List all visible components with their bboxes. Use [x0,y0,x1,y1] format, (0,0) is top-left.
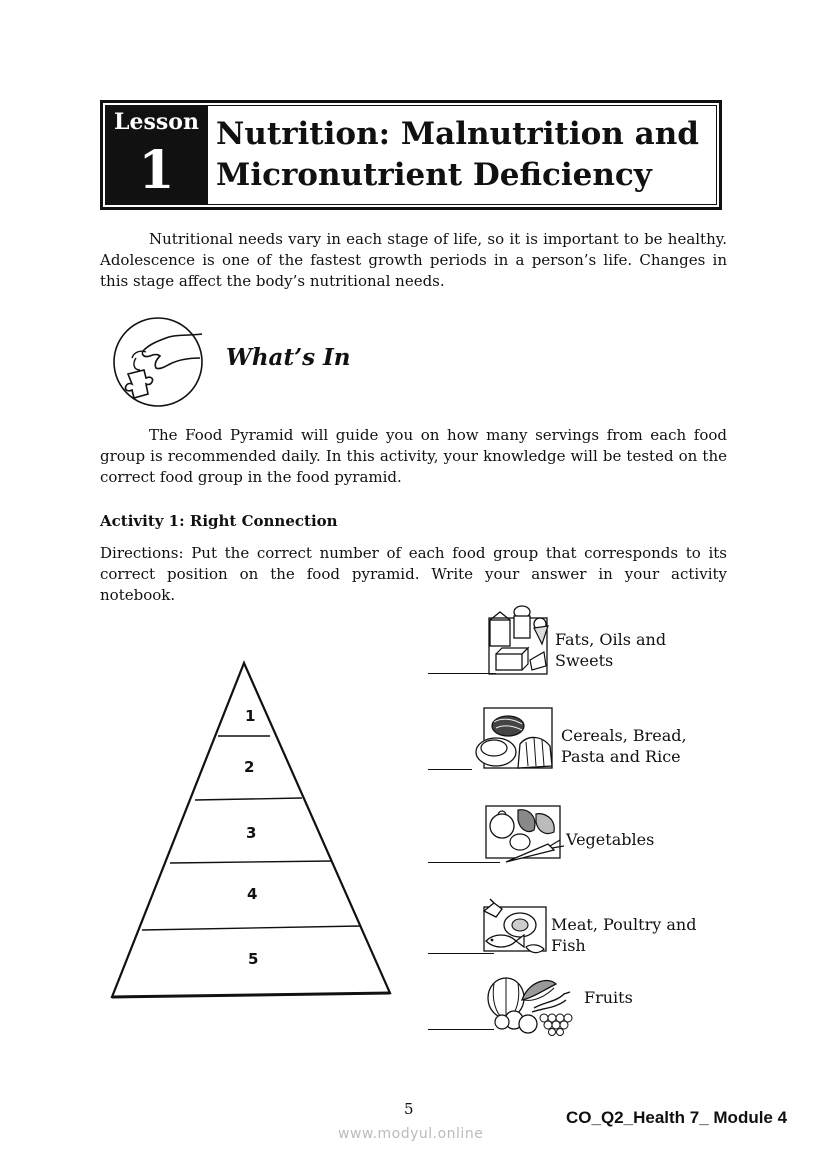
food-group-line: Fruits [584,988,633,1007]
food-group-line: Sweets [555,651,614,670]
food-group-label [555,629,666,671]
intro-paragraph: Nutritional needs vary in each stage of life, so it is important to be healthy. Adolescence is one of the fastest growth periods in a person’s life. Changes in this stage affect the body’s nutritional needs. [100,230,727,290]
pyramid-level-label: 2 [244,758,255,776]
lesson-title-line2: Micronutrient Deficiency [216,157,652,193]
cereals-bread-icon [472,706,556,772]
pyramid-level-label: 1 [245,707,256,725]
lesson-title-line1: Nutrition: Malnutrition and [216,116,699,152]
watermark: www.modyul.online [338,1126,484,1142]
activity-title: Activity 1: Right Connection [100,512,338,530]
lesson-label: Lesson [114,109,199,135]
food-group-line: Cereals, Bread, [561,726,687,745]
puzzle-hand-icon [110,314,210,410]
food-group-label [584,987,633,1008]
lesson-title [216,114,716,196]
lesson-number: 1 [138,140,175,201]
food-group-line: Meat, Poultry and [551,915,697,934]
answer-blank[interactable] [428,769,472,770]
food-group-label [551,914,696,956]
pyramid-base [112,993,390,997]
food-group-line: Fats, Oils and [555,630,667,649]
food-group-label [561,725,687,767]
fats-oils-sweets-icon [486,604,552,676]
food-group-line: Pasta and Rice [561,747,681,766]
vegetables-icon [484,804,568,864]
pyramid-divider [170,861,332,863]
section-paragraph: The Food Pyramid will guide you on how many servings from each food group is recommended daily. In this activity, your knowledge will be tested on the correct food group in the food pyramid. [100,426,727,486]
pyramid-divider [142,926,360,930]
fruits-icon [484,972,580,1036]
module-code: CO_Q2_Health 7_ Module 4 [566,1108,788,1127]
meat-poultry-fish-icon [480,895,550,959]
pyramid-divider [195,798,302,800]
page-number: 5 [404,1100,414,1118]
food-group-line: Vegetables [566,830,655,849]
section-heading: What’s In [226,344,351,371]
food-group-label [566,829,654,850]
lesson-badge [105,105,208,205]
pyramid-level-label: 3 [246,824,257,842]
activity-directions: Directions: Put the correct number of each food group that corresponds to its correct position on the food pyramid. Write your answer in your activity notebook. [100,544,727,604]
food-group-line: Fish [551,936,586,955]
pyramid-level-label: 4 [247,885,258,903]
pyramid-level-label: 5 [248,950,259,968]
